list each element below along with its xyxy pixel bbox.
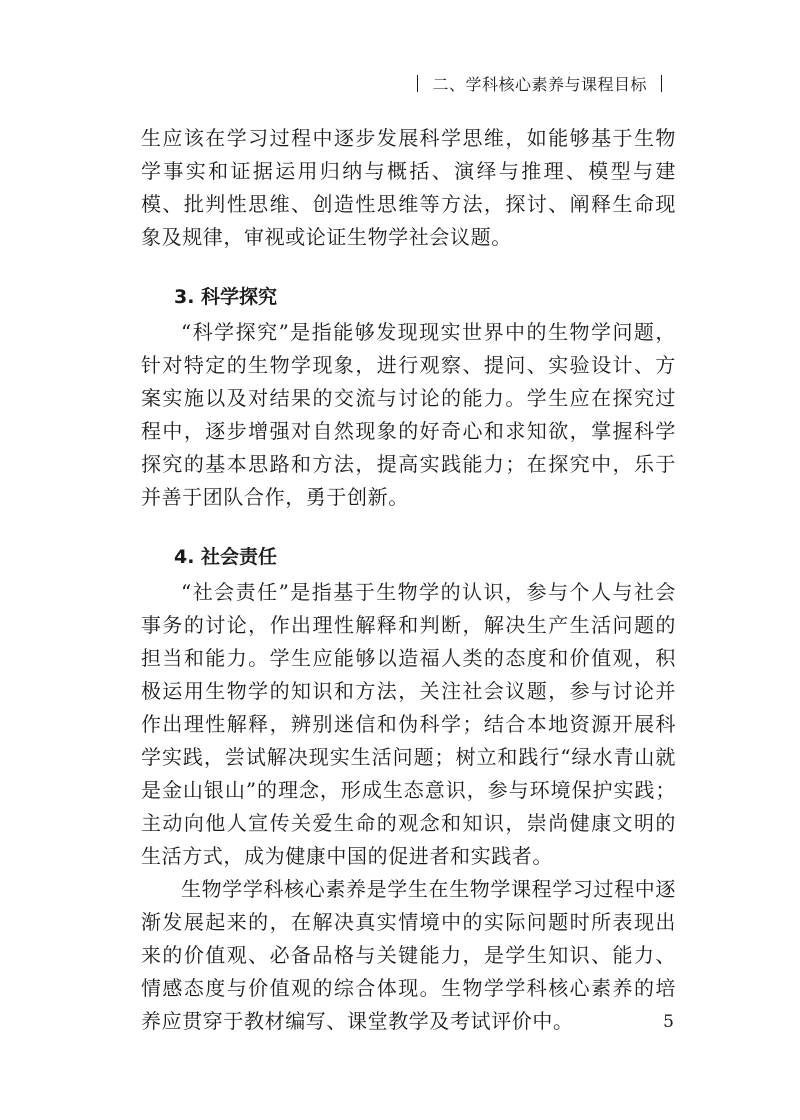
summary-paragraph: 生物学学科核心素养是学生在生物学课程学习过程中逐渐发展起来的，在解决真实情境中的实际问题时所表现出来的价值观、必备品格与关键能力，是学生知识、能力、情感态度与价值观的综合体现。生物学学科核心素养的培养应贯穿于教材编写、课堂教学及考试评价中。 [141,877,676,1033]
header-right-rule [661,75,662,92]
page-number: 5 [663,1012,674,1032]
spacer [141,514,676,541]
intro-paragraph: 生应该在学习过程中逐步发展科学思维，如能够基于生物学事实和证据运用归纳与概括、演绎与推理、模型与建模、批判性思维、创造性思维等方法，探讨、阐释生命现象及规律，审视或论证生物学社会议题。 [141,126,676,249]
page-body [141,122,676,1038]
spacer [141,254,676,281]
running-header [403,72,676,95]
header-left-rule [417,75,418,92]
header-section-title: 二、学科核心素养与课程目标 [432,75,647,94]
section-body-scientific-inquiry: “科学探究”是指能够发现现实世界中的生物学问题，针对特定的生物学现象，进行观察、提问、实验设计、方案实施以及对结果的交流与讨论的能力。学生应在探究过程中，逐步增强对自然现象的好奇心和求知欲，掌握科学探究的基本思路和方法，提高实践能力；在探究中，乐于并善于团队合作，勇于创新。 [141,320,676,509]
section-heading-social-responsibility: 4. 社会责任 [174,546,278,568]
section-body-social-responsibility: “社会责任”是指基于生物学的认识，参与个人与社会事务的讨论，作出理性解释和判断，解决生产生活问题的担当和能力。学生应能够以造福人类的态度和价值观，积极运用生物学的知识和方法，关注社会议题，参与讨论并作出理性解释，辨别迷信和伪科学；结合本地资源开展科学实践，尝试解决现实生活问题；树立和践行“绿水青山就是金山银山”的理念，形成生态意识，参与环境保护实践；主动向他人宣传关爱生命的观念和知识，崇尚健康文明的生活方式，成为健康中国的促进者和实践者。 [141,580,676,868]
section-heading-scientific-inquiry: 3. 科学探究 [174,286,278,308]
